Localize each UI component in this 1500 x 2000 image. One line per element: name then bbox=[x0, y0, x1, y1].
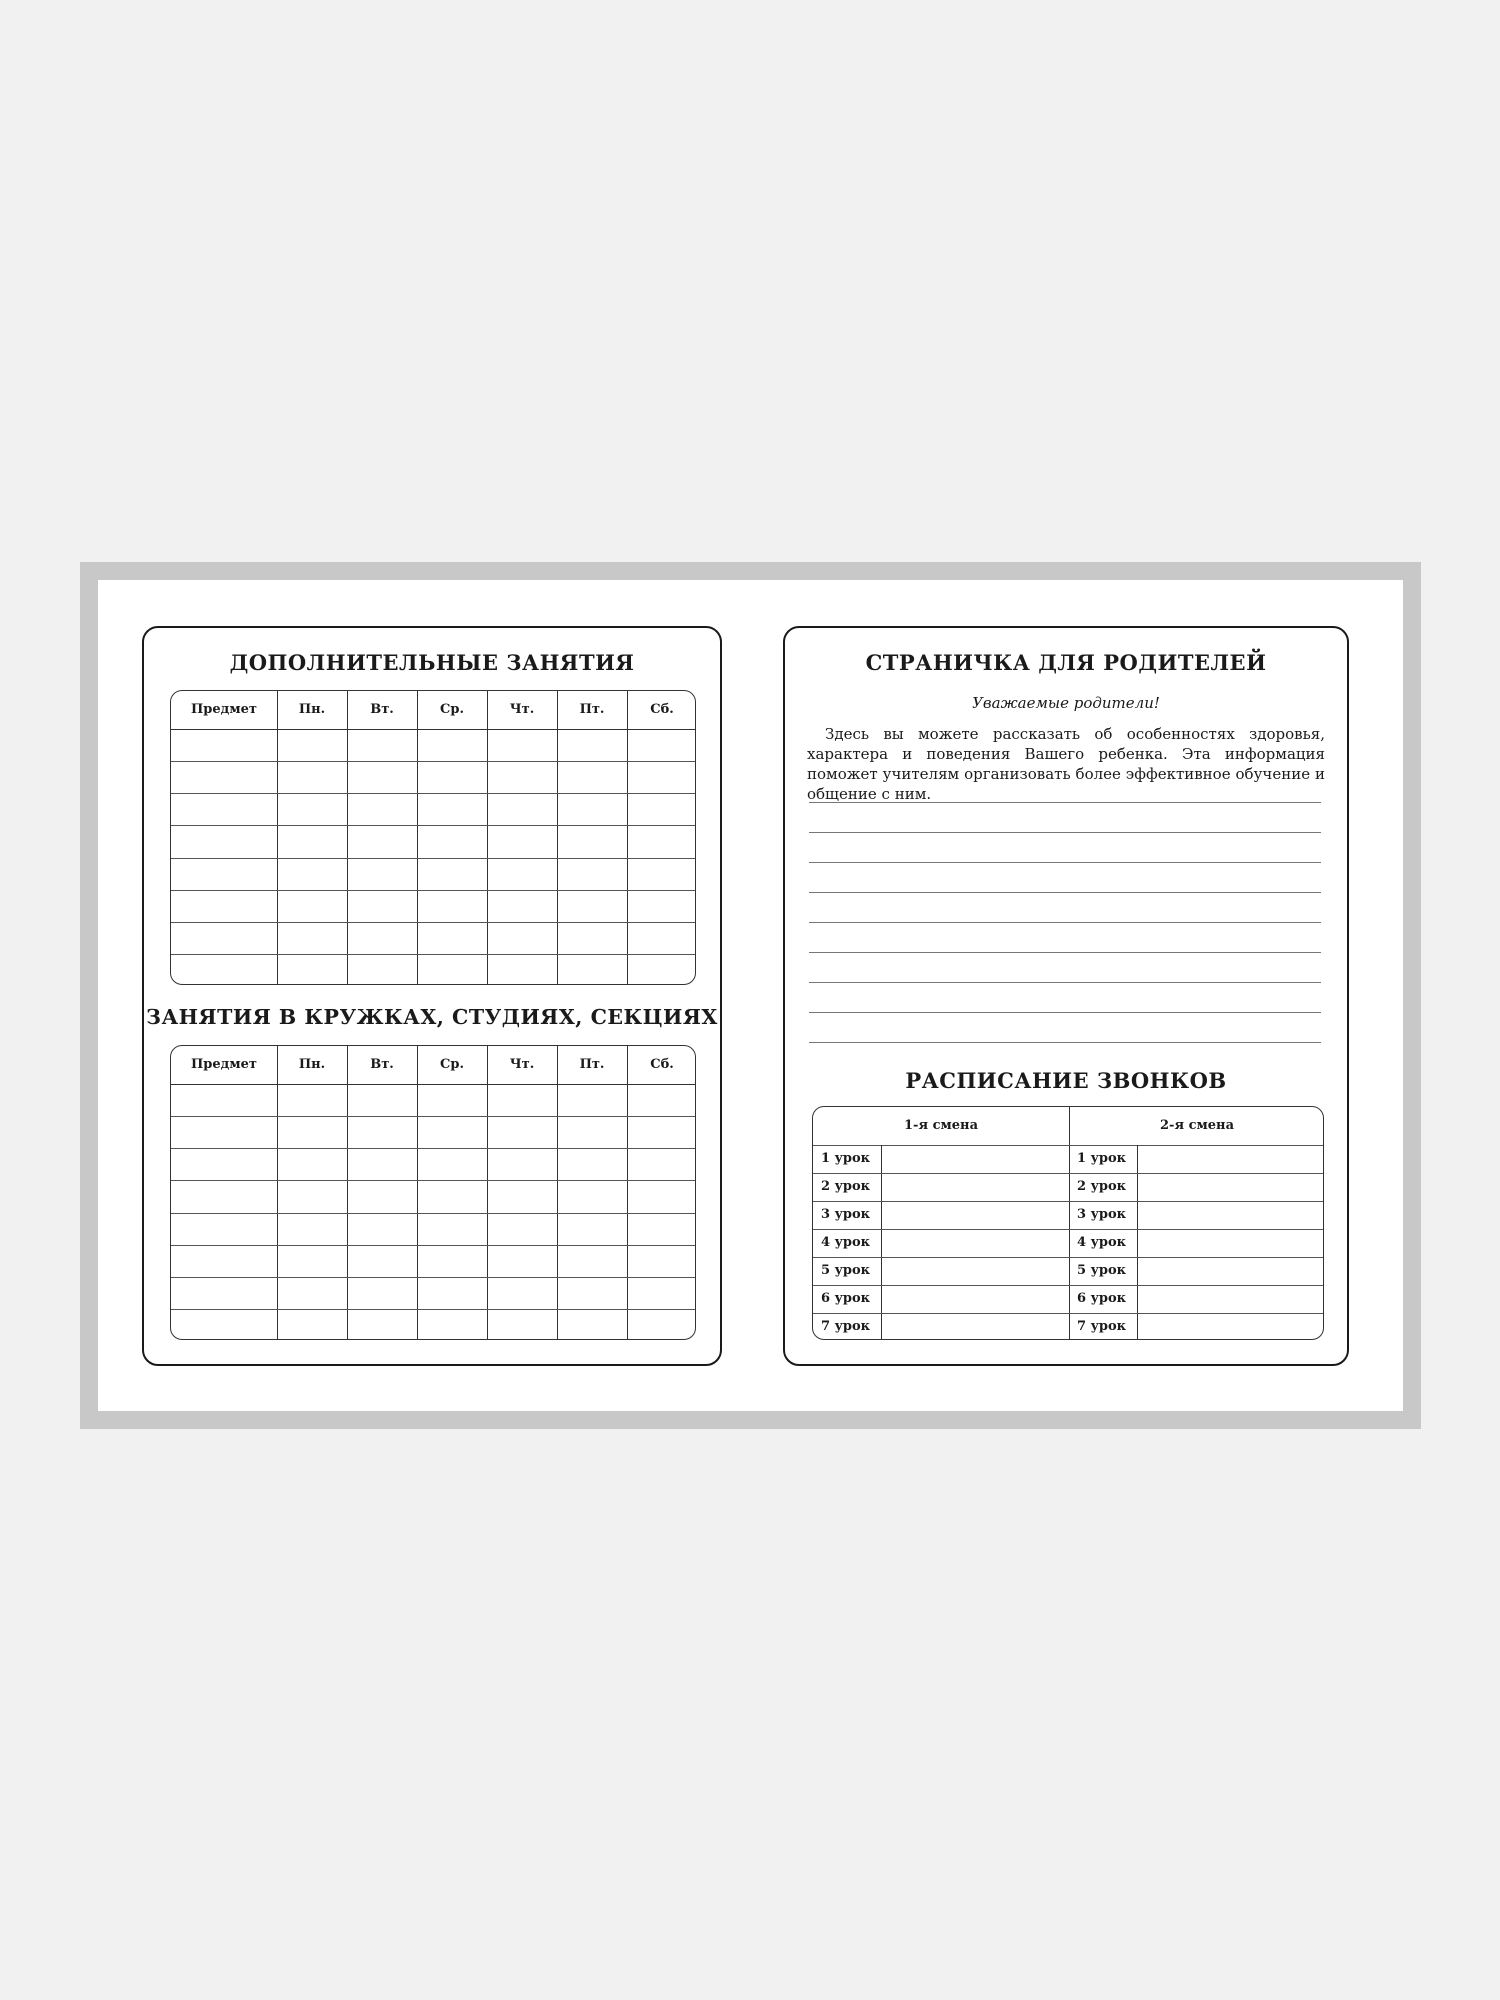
row-divider bbox=[171, 858, 695, 859]
lesson-label: 4 урок bbox=[1077, 1235, 1127, 1250]
header-divider bbox=[171, 729, 695, 730]
column-header: Чт. bbox=[509, 1057, 535, 1072]
writing-line bbox=[809, 832, 1321, 833]
row-divider bbox=[813, 1173, 1323, 1174]
column-header: Вт. bbox=[370, 1057, 394, 1072]
header-divider bbox=[813, 1145, 1323, 1146]
writing-line bbox=[809, 1042, 1321, 1043]
writing-line bbox=[809, 922, 1321, 923]
lesson-label: 5 урок bbox=[1077, 1263, 1127, 1278]
lesson-label: 1 урок bbox=[1077, 1151, 1127, 1166]
writing-line bbox=[809, 802, 1321, 803]
lesson-label: 6 урок bbox=[821, 1291, 871, 1306]
lesson-label: 1 урок bbox=[821, 1151, 871, 1166]
left-page-panel bbox=[142, 626, 722, 1366]
writing-line bbox=[809, 862, 1321, 863]
lesson-label: 6 урок bbox=[1077, 1291, 1127, 1306]
row-divider bbox=[171, 890, 695, 891]
row-divider bbox=[171, 1245, 695, 1246]
row-divider bbox=[813, 1257, 1323, 1258]
column-divider bbox=[487, 691, 488, 984]
column-divider bbox=[557, 1046, 558, 1339]
writing-line bbox=[809, 952, 1321, 953]
column-header: Предмет bbox=[191, 702, 257, 717]
row-divider bbox=[813, 1285, 1323, 1286]
row-divider bbox=[171, 793, 695, 794]
column-divider bbox=[557, 691, 558, 984]
label-divider bbox=[881, 1145, 882, 1339]
column-divider bbox=[627, 1046, 628, 1339]
parents-note: Здесь вы можете рассказать об особенностях здоровья, характера и поведения Вашего ребенка. Эта информация поможет учителям организовать более эффективное обучение и общение с ним. bbox=[807, 725, 1325, 803]
writing-line bbox=[809, 892, 1321, 893]
row-divider bbox=[171, 1148, 695, 1149]
column-header: Сб. bbox=[650, 1057, 674, 1072]
lesson-label: 3 урок bbox=[821, 1207, 871, 1222]
column-divider bbox=[347, 691, 348, 984]
right-page-panel bbox=[783, 626, 1349, 1366]
writing-line bbox=[809, 982, 1321, 983]
row-divider bbox=[171, 825, 695, 826]
column-divider bbox=[487, 1046, 488, 1339]
lesson-label: 7 урок bbox=[821, 1319, 871, 1334]
parents-greeting: Уважаемые родители! bbox=[972, 694, 1160, 712]
row-divider bbox=[813, 1313, 1323, 1314]
clubs-table bbox=[170, 1045, 696, 1340]
row-divider bbox=[813, 1201, 1323, 1202]
column-header: Пн. bbox=[298, 702, 326, 717]
lesson-label: 7 урок bbox=[1077, 1319, 1127, 1334]
column-header: Пт. bbox=[579, 702, 605, 717]
parents-page-title: СТРАНИЧКА ДЛЯ РОДИТЕЛЕЙ bbox=[865, 650, 1267, 675]
row-divider bbox=[813, 1229, 1323, 1230]
header-divider bbox=[171, 1084, 695, 1085]
row-divider bbox=[171, 1116, 695, 1117]
lesson-label: 2 урок bbox=[1077, 1179, 1127, 1194]
column-divider bbox=[277, 1046, 278, 1339]
column-divider bbox=[417, 691, 418, 984]
extra-activities-title: ДОПОЛНИТЕЛЬНЫЕ ЗАНЯТИЯ bbox=[229, 650, 635, 675]
row-divider bbox=[171, 761, 695, 762]
clubs-title: ЗАНЯТИЯ В КРУЖКАХ, СТУДИЯХ, СЕКЦИЯХ bbox=[146, 1005, 718, 1029]
row-divider bbox=[171, 1180, 695, 1181]
column-divider bbox=[277, 691, 278, 984]
row-divider bbox=[171, 922, 695, 923]
column-header: Сб. bbox=[650, 702, 674, 717]
column-header: Вт. bbox=[370, 702, 394, 717]
bell-schedule-table bbox=[812, 1106, 1324, 1340]
diary-spread bbox=[80, 562, 1421, 1429]
shift-header: 1-я смена bbox=[904, 1118, 978, 1133]
column-header: Ср. bbox=[440, 702, 464, 717]
column-header: Ср. bbox=[440, 1057, 464, 1072]
row-divider bbox=[171, 954, 695, 955]
column-divider bbox=[417, 1046, 418, 1339]
shift-header: 2-я смена bbox=[1160, 1118, 1234, 1133]
row-divider bbox=[171, 1309, 695, 1310]
column-header: Пт. bbox=[579, 1057, 605, 1072]
bells-title: РАСПИСАНИЕ ЗВОНКОВ bbox=[905, 1068, 1227, 1093]
lesson-label: 3 урок bbox=[1077, 1207, 1127, 1222]
extra-activities-table bbox=[170, 690, 696, 985]
shift-divider bbox=[1069, 1107, 1070, 1339]
row-divider bbox=[171, 1213, 695, 1214]
column-divider bbox=[347, 1046, 348, 1339]
lesson-label: 2 урок bbox=[821, 1179, 871, 1194]
writing-line bbox=[809, 1012, 1321, 1013]
open-diary-sheet bbox=[98, 580, 1403, 1411]
column-header: Пн. bbox=[298, 1057, 326, 1072]
column-header: Предмет bbox=[191, 1057, 257, 1072]
lesson-label: 5 урок bbox=[821, 1263, 871, 1278]
column-header: Чт. bbox=[509, 702, 535, 717]
column-divider bbox=[627, 691, 628, 984]
row-divider bbox=[171, 1277, 695, 1278]
lesson-label: 4 урок bbox=[821, 1235, 871, 1250]
label-divider bbox=[1137, 1145, 1138, 1339]
